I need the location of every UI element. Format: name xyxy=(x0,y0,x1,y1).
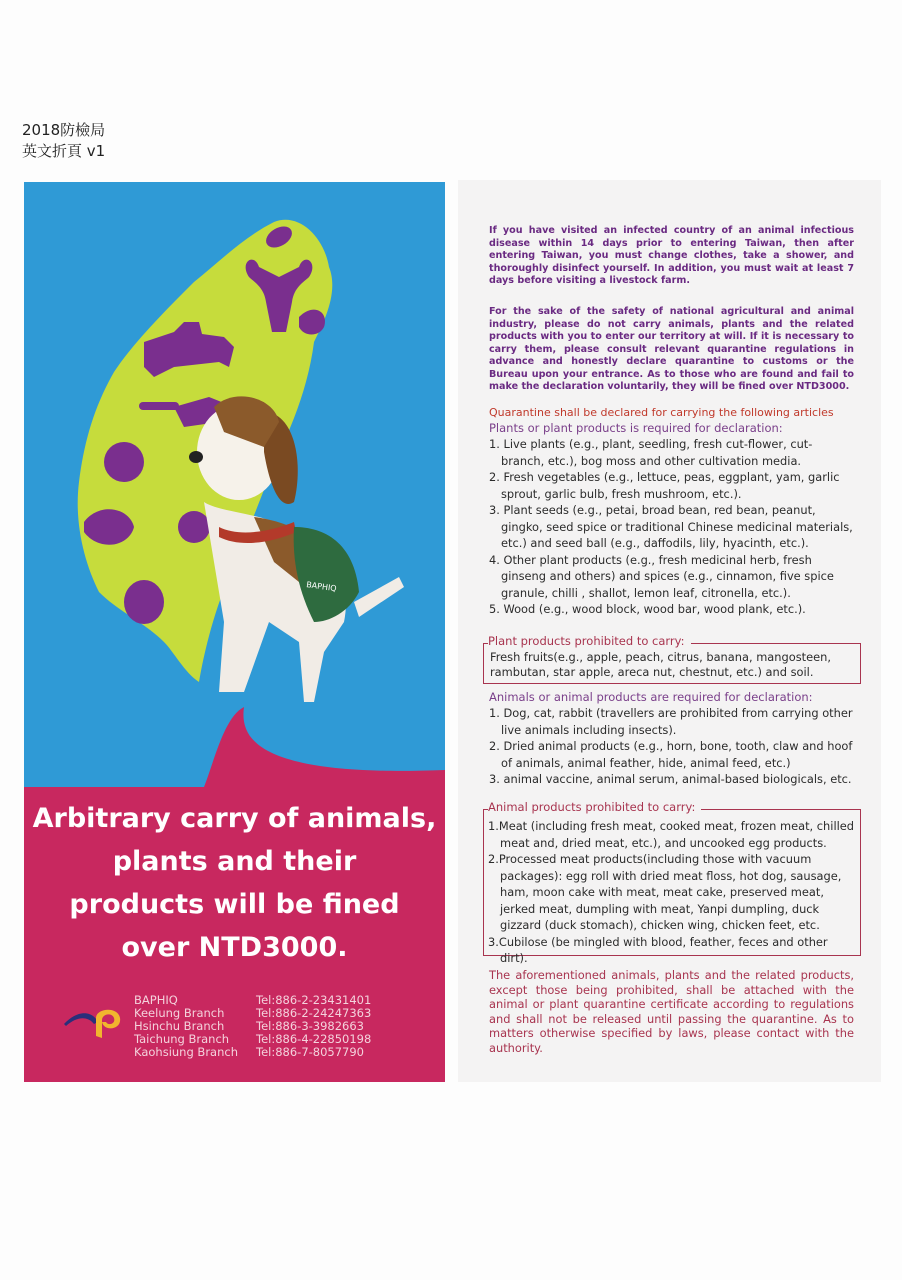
list-item: 2. Dried animal products (e.g., horn, bone, tooth, claw and hoof of animals, animal feather, hide, animal feed, etc.) xyxy=(489,739,853,770)
branch-name: Taichung Branch xyxy=(134,1032,230,1046)
list-item: 1. Dog, cat, rabbit (travellers are prohibited from carrying other live animals including insects). xyxy=(489,706,853,737)
beagle-dog-illustration xyxy=(189,396,404,702)
branch-name: BAPHIQ xyxy=(134,993,178,1007)
list-item: 3. animal vaccine, animal serum, animal-based biologicals, etc. xyxy=(489,772,852,786)
info-panel xyxy=(458,180,881,1082)
dog-nose xyxy=(189,451,203,463)
poster-panel xyxy=(24,182,445,1082)
slogan-line: over NTD3000. xyxy=(121,932,348,963)
animal-prohibited-title: Animal products prohibited to carry: xyxy=(488,800,701,814)
slogan-line: products will be fined xyxy=(69,889,400,920)
document-label-line1: 2018防檢局 xyxy=(22,121,106,139)
list-item: 3. Plant seeds (e.g., petai, broad bean, red bean, peanut, gingko, seed spice or traditional Chinese medicinal materials, etc.) and seed ball (e.g., daffodils, lily, hyacinth, etc.). xyxy=(489,503,853,550)
contact-list xyxy=(134,994,371,1059)
slogan-line: plants and their xyxy=(112,846,357,877)
declare-heading: Quarantine shall be declared for carrying the following articles xyxy=(489,406,834,419)
branch-tel: Tel:886-3-3982663 xyxy=(256,1019,364,1033)
list-item: 1.Meat (including fresh meat, cooked meat, frozen meat, chilled meat and, dried meat, etc.), and uncooked egg products. xyxy=(488,819,855,850)
list-item: 4. Other plant products (e.g., fresh medicinal herb, fresh ginseng and others) and spices (e.g., cinnamon, five spice granule, chilli , shallot, lemon leaf, citronella, etc.). xyxy=(489,552,834,600)
infection-warning-paragraph: If you have visited an infected country of an animal infectious disease within 14 days prior to entering Taiwan, then after entering Taiwan, you must change clothes, take a shower, and thoroughly disinfect yourself. In addition, you must wait at least 7 days before visiting a livestock farm. xyxy=(489,225,854,286)
plants-declaration-list xyxy=(489,436,854,618)
poster-slogan xyxy=(24,797,445,969)
baphiq-logo-icon xyxy=(62,1002,126,1042)
list-item: 2. Fresh vegetables (e.g., lettuce, peas, eggplant, yam, garlic sprout, garlic bulb, fresh mushroom, etc.). xyxy=(489,470,840,501)
vest-text: BAPHIQ xyxy=(305,580,338,594)
list-item: 3.Cubilose (be mingled with blood, feather, feces and other dirt). xyxy=(488,934,828,965)
plant-prohibited-text: Fresh fruits(e.g., apple, peach, citrus, banana, mangosteen, rambutan, star apple, areca nut, chestnut, etc.) and soil. xyxy=(490,650,831,679)
safety-paragraph: For the sake of the safety of national agricultural and animal industry, please do not carry animals, plants and the related products with you to enter our territory at will. If it is necessary to carry them, please consult relevant quarantine regulations in advance and honestly declare quarantine to customs or the Bureau upon your entrance. As to those who are found and fail to make the declaration voluntarily, they will be fined over NTD3000. xyxy=(489,306,854,392)
branch-name: Kaohsiung Branch xyxy=(134,1045,238,1059)
branch-name: Keelung Branch xyxy=(134,1006,225,1020)
plant-prohibited-title: Plant products prohibited to carry: xyxy=(488,634,691,648)
branch-tel: Tel:886-2-23431401 xyxy=(256,993,372,1007)
list-item: 2.Processed meat products(including those with vacuum packages): egg roll with dried meat floss, hot dog, sausage, ham, moon cake with meat, meat cake, preserved meat, jerked meat, dumpling with meat, Yanpi dumpling, duck gizzard (duck stomach), chicken wing, chicken feet, etc. xyxy=(488,852,842,932)
dog-tail xyxy=(354,577,404,617)
animals-declaration-list xyxy=(489,705,854,788)
document-label-line2: 英文折頁 v1 xyxy=(22,142,106,160)
branch-tel: Tel:886-4-22850198 xyxy=(256,1032,372,1046)
animals-heading: Animals or animal products are required for declaration: xyxy=(489,690,813,704)
flower-icon xyxy=(104,442,144,482)
grape-icon xyxy=(178,511,210,543)
list-item: 5. Wood (e.g., wood block, wood bar, wood plank, etc.). xyxy=(489,602,806,616)
plant-prohibited-box xyxy=(483,634,861,684)
branch-name: Hsinchu Branch xyxy=(134,1019,225,1033)
list-item: 1. Live plants (e.g., plant, seedling, fresh cut-flower, cut-branch, etc.), bog moss and other cultivation media. xyxy=(489,437,813,468)
animal-prohibited-list xyxy=(488,818,856,967)
slogan-line: Arbitrary carry of animals, xyxy=(32,803,437,834)
branch-tel: Tel:886-7-8057790 xyxy=(256,1045,364,1059)
final-note: The aforementioned animals, plants and the related products, except those being prohibited, shall be attached with the animal or plant quarantine certificate according to regulations and shall not be released until passing the quarantine. As to matters otherwise specified by laws, please contact with the authority. xyxy=(489,968,854,1055)
bone-icon xyxy=(139,402,179,410)
document-label xyxy=(22,120,105,162)
animal-prohibited-box xyxy=(483,800,861,965)
plants-heading: Plants or plant products is required for declaration: xyxy=(489,421,783,435)
branch-tel: Tel:886-2-24247363 xyxy=(256,1006,372,1020)
eggplant-icon xyxy=(124,580,164,624)
